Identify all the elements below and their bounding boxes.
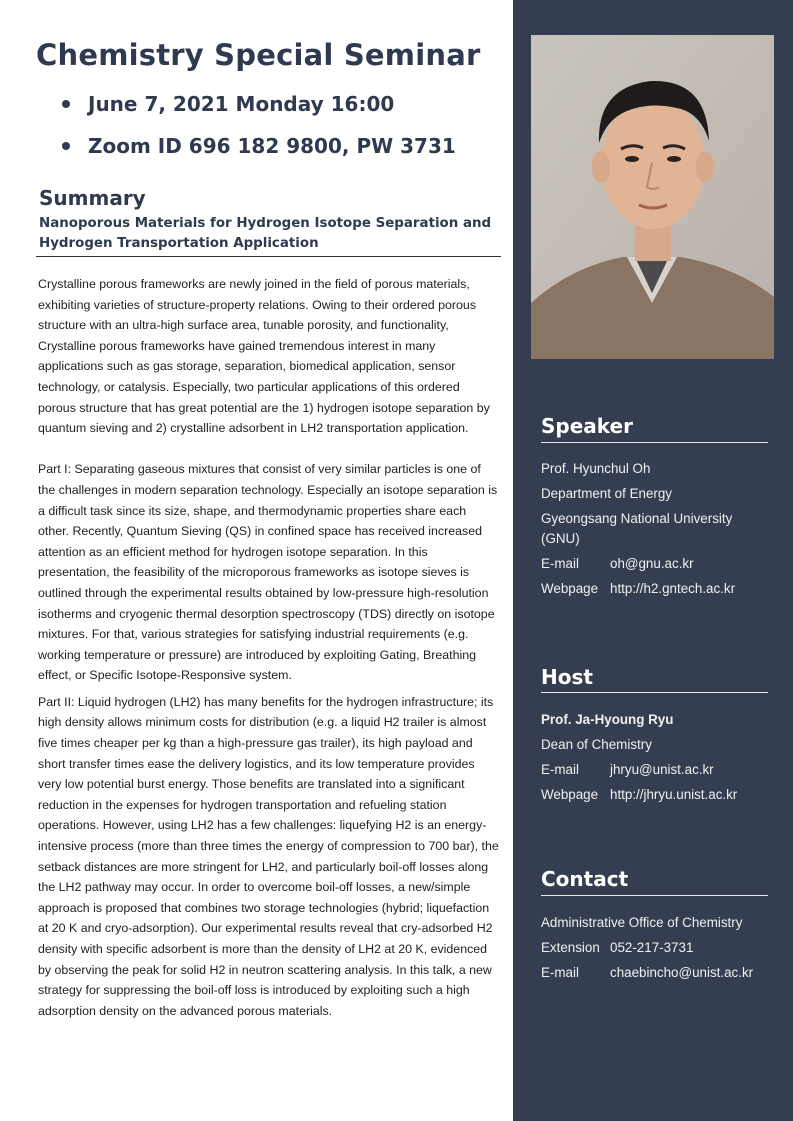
host-web-label: Webpage: [541, 787, 599, 802]
contact-ext-label: Extension: [541, 940, 600, 955]
speaker-web-row: [541, 579, 781, 599]
event-zoom-text: Zoom ID 696 182 9800, PW 3731: [88, 134, 456, 158]
event-date: [62, 88, 456, 130]
contact-ext: 052-217-3731: [610, 940, 694, 955]
speaker-email-label: E-mail: [541, 556, 579, 571]
host-title: Dean of Chemistry: [541, 737, 652, 752]
speaker-web-label: Webpage: [541, 581, 599, 596]
host-email-label: E-mail: [541, 762, 579, 777]
host-email[interactable]: jhryu@unist.ac.kr: [610, 762, 714, 777]
event-zoom: [62, 130, 456, 172]
host-info: [541, 710, 781, 810]
summary-divider: [36, 256, 501, 257]
host-email-row: [541, 760, 781, 780]
contact-office: Administrative Office of Chemistry: [541, 915, 743, 930]
contact-email-label: E-mail: [541, 965, 579, 980]
summary-paragraph-part1: Part I: Separating gaseous mixtures that consist of very similar particles is one of the challenges in modern separation technology. Especially an isotope separation is a difficult task since its size, shape, and thermodynamic properties share each other. Recently, Quantum Sieving (QS) in confined space has received increased attention as an efficient method for hydrogen isotope separation. In this presentation, the feasibility of the microporous frameworks as isotope sieves is outlined through the experimental results obtained by low-pressure high-resolution isotherms and cryogenic thermal desorption spectroscopy (TDS) directly on isotope mixtures. For that, various strategies for satisfying industrial requirements (e.g. working temperature or pressure) are introduced by exploiting Gating, Breathing effect, or Specific Isotope-Responsive system.: [38, 462, 498, 683]
host-web-link[interactable]: http://jhryu.unist.ac.kr: [610, 787, 738, 802]
speaker-info: [541, 459, 781, 604]
speaker-web-link[interactable]: http://h2.gntech.ac.kr: [610, 581, 736, 596]
speaker-heading: Speaker: [541, 414, 633, 438]
bullet-icon: [62, 100, 70, 108]
sidebar: [513, 0, 793, 1121]
contact-divider: [541, 895, 768, 896]
event-details: [62, 88, 456, 172]
contact-info: [541, 913, 781, 988]
contact-ext-row: [541, 938, 781, 958]
summary-paragraph-part2: Part II: Liquid hydrogen (LH2) has many benefits for the hydrogen infrastructure; its high density allows minimum costs for distribution (e.g. a liquid H2 trailer is almost five times cheaper per kg than a high-pressure gas trailer), its high payload and short transfer times ease the delivery logistics, and its low temperature provides very low potential burst energy. Those benefits are translated into a significant reduction in the expenses for hydrogen transportation and refueling station operations. However, using LH2 has a few challenges: liquefying H2 is an energy-intensive process (more than three times the energy of compression to 700 bar), the setback distances are more stringent for LH2, and particularly boil-off losses along the LH2 pathway may occur. In order to overcome boil-off losses, a new/simple approach is proposed that combines two storage technologies (hybrid; liquefaction at 20 K and cryo-adsorption). Our experimental results reveal that cry-adsorbed H2 density with specific adsorbent is more than the density of LH2 at 20 K, evidenced by observing the peak for solid H2 in neutron scattering analysis. In this talk, a new strategy for suppressing the boil-off loss is introduced by exploiting such a high adsorption density on the advanced porous materials.: [38, 694, 499, 1018]
speaker-portrait-image: [531, 35, 774, 359]
contact-heading: Contact: [541, 867, 629, 891]
page-title: Chemistry Special Seminar: [36, 38, 481, 72]
event-date-text: June 7, 2021 Monday 16:00: [88, 92, 395, 116]
host-heading: Host: [541, 665, 593, 689]
speaker-email[interactable]: oh@gnu.ac.kr: [610, 556, 694, 571]
speaker-name: Prof. Hyunchul Oh: [541, 461, 651, 476]
speaker-email-row: [541, 554, 781, 574]
speaker-department: Department of Energy: [541, 486, 672, 501]
summary-paragraph-intro: Crystalline porous frameworks are newly joined in the field of porous materials, exhibiting varieties of structure-property relations. Owing to their ordered porous structure with an ultra-high surface area, tunable porosity, and functionality, Crystalline porous frameworks have gained tremendous interest in many applications such as gas storage, separation, biomedical application, sensor technology, or catalysis. Especially, two particular applications of this ordered porous structure that has great potential are the 1) hydrogen isotope separation by quantum sieving and 2) crystalline adsorbent in LH2 transportation application.: [38, 277, 490, 436]
host-divider: [541, 692, 768, 693]
contact-email-row: [541, 963, 781, 983]
host-web-row: [541, 785, 781, 805]
speaker-photo: [531, 35, 774, 359]
bullet-icon: [62, 142, 70, 150]
contact-email[interactable]: chaebincho@unist.ac.kr: [610, 965, 754, 980]
summary-heading: Summary: [39, 186, 146, 210]
host-name: Prof. Ja-Hyoung Ryu: [541, 712, 674, 727]
speaker-divider: [541, 442, 768, 443]
summary-subtitle: Nanoporous Materials for Hydrogen Isotope Separation and Hydrogen Transportation Application: [39, 216, 492, 251]
speaker-university: Gyeongsang National University (GNU): [541, 511, 733, 546]
summary-body: [38, 274, 500, 1080]
